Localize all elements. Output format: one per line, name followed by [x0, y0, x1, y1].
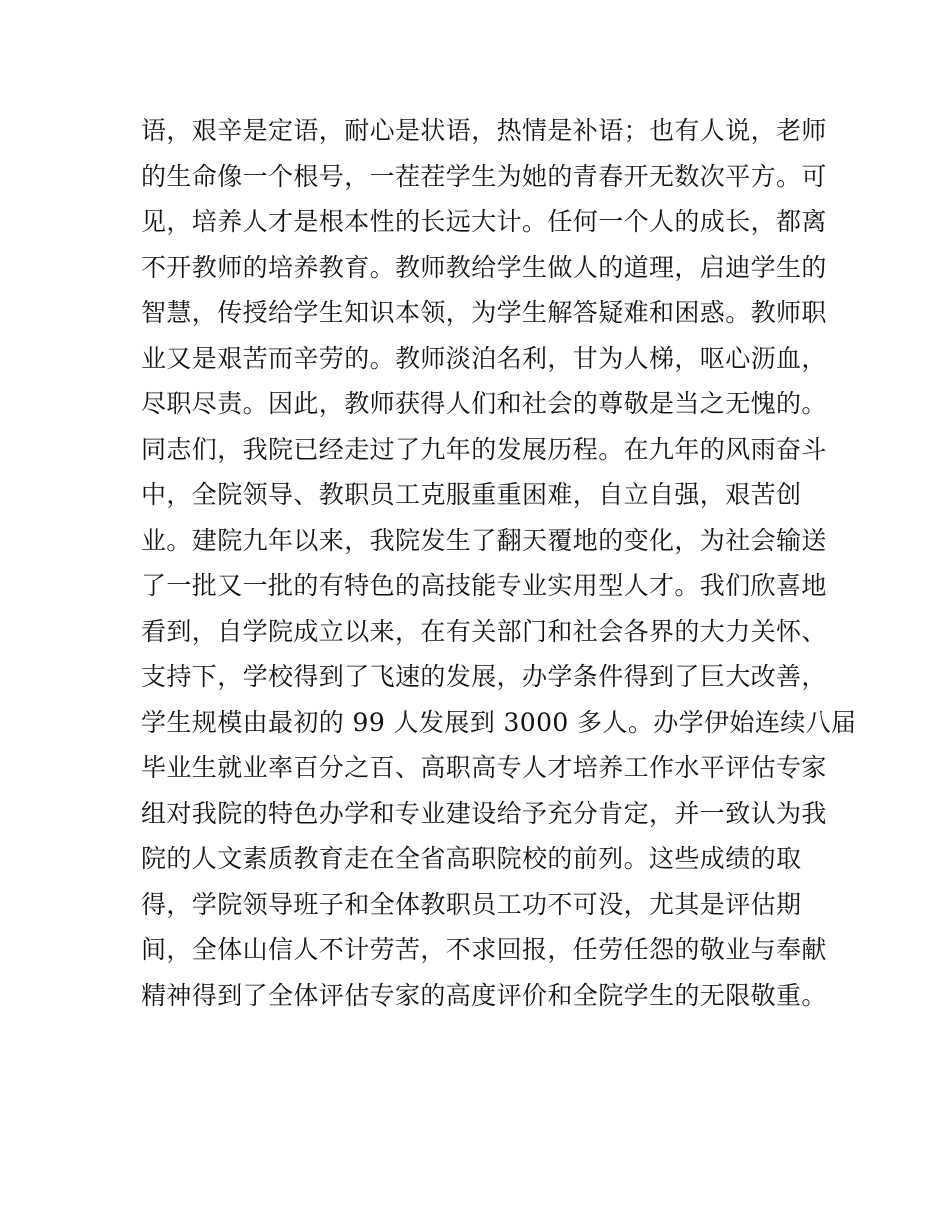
text-line: 智慧，传授给学生知识本领，为学生解答疑难和困惑。教师职 [141, 298, 827, 327]
text-line: 精神得到了全体评估专家的高度评价和全院学生的无限敬重。 [141, 980, 827, 1010]
text-line: 得，学院领导班子和全体教职员工功不可没，尤其是评估期 [141, 889, 802, 919]
text-line: 间，全体山信人不计劳苦，不求回报，任劳任怨的敬业与奉献 [141, 935, 827, 964]
text-line: 同志们，我院已经走过了九年的发展历程。在九年的风雨奋斗 [141, 434, 827, 464]
text-line: 尽职尽责。因此，教师获得人们和社会的尊敬是当之无愧的。 [141, 389, 827, 418]
text-line: 看到，自学院成立以来，在有关部门和社会各界的大力关怀、 [141, 616, 827, 646]
text-line: 组对我院的特色办学和专业建设给予充分肯定，并一致认为我 [141, 798, 827, 828]
text-line: 毕业生就业率百分之百、高职高专人才培养工作水平评估专家 [141, 753, 827, 782]
body-text [141, 108, 857, 1018]
text-line: 语，艰辛是定语，耐心是状语，热情是补语；也有人说，老师 [141, 116, 827, 145]
text-line: 的生命像一个根号，一茬茬学生为她的青春开无数次平方。可 [141, 161, 827, 191]
text-line: 学生规模由最初的 99 人发展到 3000 多人。办学伊始连续八届 [141, 707, 857, 737]
text-line: 业。建院九年以来，我院发生了翻天覆地的变化，为社会输送 [141, 525, 827, 555]
text-line: 院的人文素质教育走在全省高职院校的前列。这些成绩的取 [141, 844, 802, 873]
text-line: 不开教师的培养教育。教师教给学生做人的道理，启迪学生的 [141, 252, 827, 282]
text-line: 了一批又一批的有特色的高技能专业实用型人才。我们欣喜地 [141, 571, 827, 600]
text-line: 业又是艰苦而辛劳的。教师淡泊名利，甘为人梯，呕心沥血， [141, 343, 827, 373]
text-line: 支持下，学校得到了飞速的发展，办学条件得到了巨大改善， [141, 662, 827, 691]
text-line: 见，培养人才是根本性的长远大计。任何一个人的成长，都离 [141, 207, 827, 236]
text-line: 中，全院领导、教职员工克服重重困难，自立自强，艰苦创 [141, 480, 802, 509]
